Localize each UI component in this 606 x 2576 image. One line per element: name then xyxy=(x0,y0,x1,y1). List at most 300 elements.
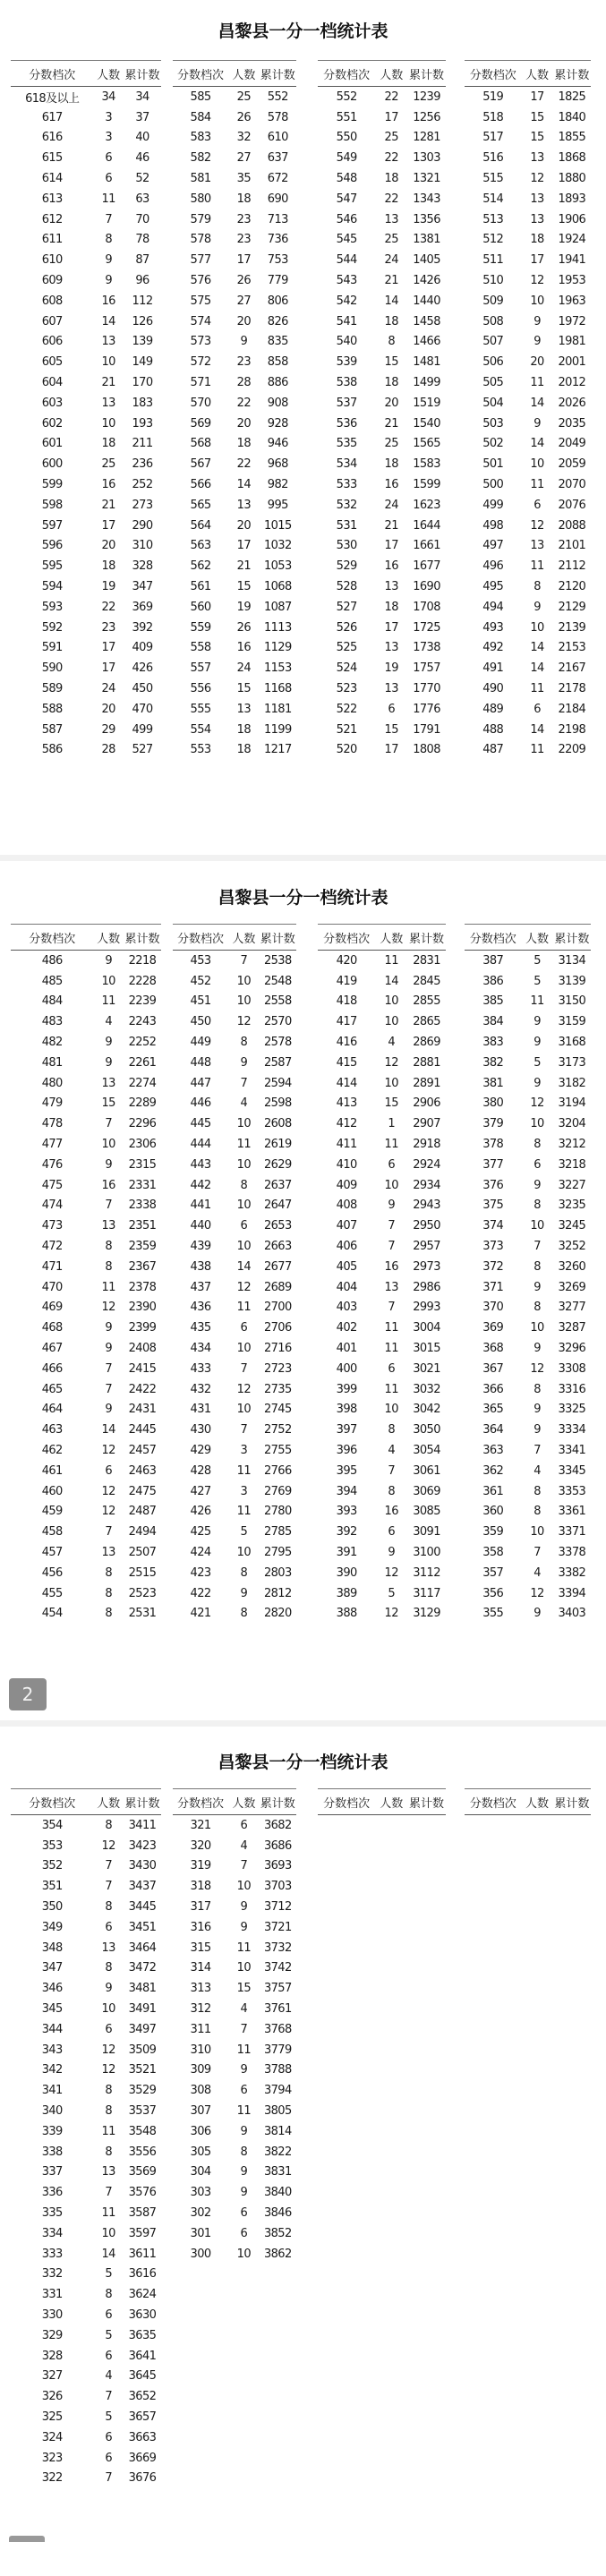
table-row xyxy=(173,678,296,699)
table-row xyxy=(173,2121,296,2142)
table-row xyxy=(11,1277,161,1298)
score-level-cell: 547 xyxy=(336,192,357,206)
cumulative-cell: 3252 xyxy=(558,1240,586,1254)
score-level-cell: 408 xyxy=(336,1198,357,1213)
count-cell: 17 xyxy=(101,641,115,655)
count-cell: 15 xyxy=(101,1096,115,1111)
score-level-cell: 318 xyxy=(190,1880,211,1894)
cumulative-cell: 1690 xyxy=(413,580,440,594)
table-row xyxy=(173,168,296,189)
table-row xyxy=(318,1175,446,1196)
table-row xyxy=(173,1338,296,1359)
table-row xyxy=(11,1155,161,1175)
table-row xyxy=(11,2265,161,2285)
score-level-cell: 433 xyxy=(190,1361,211,1376)
score-level-cell: 346 xyxy=(41,1982,63,1996)
cumulative-cell: 3021 xyxy=(413,1361,440,1376)
table-row xyxy=(11,1481,161,1502)
score-level-cell: 331 xyxy=(41,2288,63,2302)
cumulative-cell: 1440 xyxy=(413,294,440,308)
count-cell: 11 xyxy=(236,2043,252,2057)
cumulative-cell: 193 xyxy=(132,416,153,431)
score-level-cell: 395 xyxy=(336,1463,357,1478)
table-row xyxy=(11,2121,161,2142)
score-level-cell: 556 xyxy=(190,682,211,695)
score-level-cell: 448 xyxy=(190,1055,211,1070)
count-cell: 7 xyxy=(105,1525,113,1540)
table-row xyxy=(173,1053,296,1073)
cumulative-cell: 3345 xyxy=(558,1463,586,1478)
count-cell: 8 xyxy=(105,1900,113,1915)
table-row xyxy=(318,168,446,189)
count-cell: 8 xyxy=(533,1138,541,1152)
score-table xyxy=(173,60,296,760)
header-count: 人数 xyxy=(375,61,407,87)
count-cell: 20 xyxy=(236,416,252,431)
score-level-cell: 612 xyxy=(41,212,63,226)
cumulative-cell: 779 xyxy=(267,274,288,288)
cumulative-cell: 2869 xyxy=(413,1036,440,1050)
table-row xyxy=(11,2427,161,2448)
table-row xyxy=(11,230,161,251)
table-row xyxy=(11,2203,161,2223)
cumulative-cell: 1661 xyxy=(413,539,440,553)
score-level-cell: 462 xyxy=(41,1444,63,1458)
table-header-row xyxy=(318,925,446,951)
cumulative-cell: 2706 xyxy=(263,1321,292,1335)
cumulative-cell: 1893 xyxy=(558,192,586,206)
cumulative-cell: 3641 xyxy=(128,2349,157,2363)
score-level-cell: 434 xyxy=(190,1342,211,1356)
table-row xyxy=(318,434,446,455)
table-row xyxy=(11,1359,161,1379)
count-cell: 12 xyxy=(384,1607,398,1621)
cumulative-cell: 1770 xyxy=(413,682,440,695)
count-cell: 9 xyxy=(533,1607,541,1621)
page-number-badge[interactable]: 2 xyxy=(9,1678,47,1710)
table-row xyxy=(11,1236,161,1257)
count-cell: 11 xyxy=(101,2206,115,2221)
table-row xyxy=(11,1938,161,1958)
count-cell: 13 xyxy=(101,1941,115,1955)
cumulative-cell: 1972 xyxy=(558,314,586,328)
table-row xyxy=(465,250,591,270)
score-level-cell: 533 xyxy=(336,478,357,492)
table-row xyxy=(318,1522,446,1542)
score-level-cell: 424 xyxy=(190,1546,211,1559)
cumulative-cell: 1381 xyxy=(413,233,440,247)
cumulative-cell: 3611 xyxy=(128,2247,157,2261)
score-level-cell: 536 xyxy=(336,416,357,431)
count-cell: 12 xyxy=(530,518,544,533)
table-row xyxy=(11,1440,161,1461)
count-cell: 11 xyxy=(530,994,544,1009)
count-cell: 9 xyxy=(105,1321,113,1335)
count-cell: 12 xyxy=(236,1015,252,1029)
table-row xyxy=(11,209,161,230)
cumulative-cell: 2351 xyxy=(128,1219,157,1233)
header-score-level: 分数档次 xyxy=(318,1789,375,1815)
cumulative-cell: 2769 xyxy=(263,1484,292,1498)
header-score-level: 分数档次 xyxy=(173,925,228,951)
header-score-level: 分数档次 xyxy=(318,925,375,951)
table-row xyxy=(173,2101,296,2121)
header-cumulative: 累计数 xyxy=(553,925,591,951)
table-row xyxy=(173,270,296,291)
cumulative-cell: 3245 xyxy=(558,1219,586,1233)
header-count: 人数 xyxy=(375,1789,407,1815)
cumulative-cell: 3757 xyxy=(263,1982,292,1996)
cumulative-cell: 1113 xyxy=(263,620,292,635)
score-level-cell: 531 xyxy=(336,518,357,533)
score-level-cell: 569 xyxy=(190,416,211,431)
table-row xyxy=(173,1938,296,1958)
count-cell: 18 xyxy=(384,376,398,390)
score-level-cell: 317 xyxy=(190,1900,211,1915)
table-row xyxy=(173,352,296,372)
score-level-cell: 362 xyxy=(482,1463,504,1478)
count-cell: 17 xyxy=(101,518,115,533)
cumulative-cell: 1963 xyxy=(558,294,586,308)
cumulative-cell: 1321 xyxy=(413,172,440,186)
count-cell: 4 xyxy=(105,1015,113,1029)
cumulative-cell: 2918 xyxy=(413,1138,440,1152)
count-cell: 11 xyxy=(236,1463,252,1478)
count-cell: 8 xyxy=(105,2104,113,2119)
table-row xyxy=(11,1094,161,1114)
score-level-cell: 387 xyxy=(482,953,504,968)
count-cell: 11 xyxy=(384,1321,398,1335)
score-level-cell: 403 xyxy=(336,1301,357,1315)
score-level-cell: 322 xyxy=(41,2471,63,2486)
table-row xyxy=(318,536,446,557)
score-level-cell: 375 xyxy=(482,1198,504,1213)
cumulative-cell: 149 xyxy=(132,355,153,370)
table-row xyxy=(173,2060,296,2081)
count-cell: 11 xyxy=(101,192,115,206)
score-level-cell: 376 xyxy=(482,1178,504,1192)
count-cell: 7 xyxy=(105,1859,113,1873)
count-cell: 21 xyxy=(101,376,115,390)
score-level-cell: 435 xyxy=(190,1321,211,1335)
table-row xyxy=(173,2162,296,2183)
score-level-cell: 553 xyxy=(190,743,211,757)
table-row xyxy=(173,1897,296,1917)
score-level-cell: 342 xyxy=(41,2063,63,2077)
cumulative-cell: 2487 xyxy=(128,1505,157,1519)
cumulative-cell: 3371 xyxy=(558,1525,586,1540)
score-level-cell: 456 xyxy=(41,1565,63,1580)
cumulative-cell: 2218 xyxy=(128,953,157,968)
table-row xyxy=(465,1011,591,1032)
score-level-cell: 508 xyxy=(482,314,504,328)
cumulative-cell: 3150 xyxy=(558,994,586,1009)
table-row xyxy=(11,1400,161,1420)
cumulative-cell: 2689 xyxy=(263,1280,292,1294)
count-cell: 7 xyxy=(533,1240,541,1254)
score-level-cell: 593 xyxy=(41,600,63,614)
table-row xyxy=(11,720,161,740)
score-level-cell: 546 xyxy=(336,212,357,226)
score-level-cell: 400 xyxy=(336,1361,357,1376)
table-row xyxy=(318,352,446,372)
count-cell: 7 xyxy=(388,1240,396,1254)
header-cumulative: 累计数 xyxy=(124,1789,161,1815)
table-row xyxy=(465,168,591,189)
count-cell: 18 xyxy=(530,233,544,247)
count-cell: 16 xyxy=(384,478,398,492)
table-row xyxy=(173,1113,296,1134)
table-row xyxy=(173,372,296,393)
table-header-row xyxy=(11,61,161,87)
score-level-cell: 471 xyxy=(41,1259,63,1274)
score-level-cell: 602 xyxy=(41,416,63,431)
count-cell: 13 xyxy=(101,1076,115,1090)
count-cell: 10 xyxy=(236,1117,252,1131)
table-row xyxy=(318,189,446,209)
count-cell: 19 xyxy=(384,661,398,676)
count-cell: 21 xyxy=(384,416,398,431)
cumulative-cell: 2035 xyxy=(558,416,586,431)
score-level-cell: 486 xyxy=(41,953,63,968)
cumulative-cell: 1825 xyxy=(558,90,586,104)
count-cell: 17 xyxy=(384,539,398,553)
header-score-level: 分数档次 xyxy=(11,1789,93,1815)
count-cell: 17 xyxy=(384,620,398,635)
score-level-cell: 350 xyxy=(41,1900,63,1915)
count-cell: 10 xyxy=(384,1178,398,1192)
score-table xyxy=(318,60,446,760)
cumulative-cell: 347 xyxy=(132,580,153,594)
count-cell: 11 xyxy=(236,1138,252,1152)
table-row xyxy=(465,720,591,740)
table-row xyxy=(11,516,161,536)
cumulative-cell: 3227 xyxy=(558,1178,586,1192)
cumulative-cell: 1199 xyxy=(263,722,292,737)
table-row xyxy=(173,2019,296,2040)
count-cell: 11 xyxy=(236,1505,252,1519)
cumulative-cell: 3054 xyxy=(413,1444,440,1458)
cumulative-cell: 713 xyxy=(267,212,288,226)
table-row xyxy=(465,699,591,720)
table-row xyxy=(173,2223,296,2244)
count-cell: 18 xyxy=(384,457,398,472)
count-cell: 8 xyxy=(533,1301,541,1315)
cumulative-cell: 1519 xyxy=(413,396,440,410)
cumulative-cell: 2820 xyxy=(263,1607,292,1621)
score-level-cell: 527 xyxy=(336,600,357,614)
score-level-cell: 578 xyxy=(190,233,211,247)
cumulative-cell: 982 xyxy=(267,478,288,492)
score-level-cell: 574 xyxy=(190,314,211,328)
score-level-cell: 525 xyxy=(336,641,357,655)
count-cell: 9 xyxy=(105,1157,113,1172)
cumulative-cell: 328 xyxy=(132,559,153,574)
score-level-cell: 345 xyxy=(41,2002,63,2017)
cumulative-cell: 2026 xyxy=(558,396,586,410)
cumulative-cell: 1868 xyxy=(558,151,586,166)
score-level-cell: 364 xyxy=(482,1423,504,1437)
table-row xyxy=(465,658,591,678)
cumulative-cell: 3521 xyxy=(128,2063,157,2077)
table-row xyxy=(173,1277,296,1298)
cumulative-cell: 2598 xyxy=(263,1096,292,1111)
count-cell: 1 xyxy=(388,1117,396,1131)
score-table xyxy=(465,60,591,760)
count-cell: 22 xyxy=(101,600,115,614)
count-cell: 11 xyxy=(530,682,544,695)
score-level-cell: 439 xyxy=(190,1240,211,1254)
count-cell: 16 xyxy=(101,294,115,308)
table-row xyxy=(465,434,591,455)
score-level-cell: 372 xyxy=(482,1259,504,1274)
cumulative-cell: 2198 xyxy=(558,722,586,737)
count-cell: 10 xyxy=(384,1403,398,1417)
header-cumulative: 累计数 xyxy=(260,925,296,951)
count-cell: 4 xyxy=(240,2002,248,2017)
score-level-cell: 564 xyxy=(190,518,211,533)
score-level-cell: 511 xyxy=(482,253,504,268)
cumulative-cell: 3624 xyxy=(128,2288,157,2302)
table-row xyxy=(11,2469,161,2489)
cumulative-cell: 3129 xyxy=(413,1607,440,1621)
table-row xyxy=(465,1053,591,1073)
count-cell: 9 xyxy=(240,2165,248,2179)
cumulative-cell: 3779 xyxy=(263,2043,292,2057)
count-cell: 13 xyxy=(530,212,544,226)
count-cell: 12 xyxy=(101,2063,115,2077)
cumulative-cell: 1677 xyxy=(413,559,440,574)
cumulative-cell: 1776 xyxy=(413,702,440,716)
score-level-cell: 509 xyxy=(482,294,504,308)
cumulative-cell: 736 xyxy=(267,233,288,247)
cumulative-cell: 3676 xyxy=(128,2471,157,2486)
score-table xyxy=(173,924,296,1624)
header-score-level: 分数档次 xyxy=(465,925,521,951)
table-row xyxy=(11,291,161,311)
score-level-cell: 459 xyxy=(41,1505,63,1519)
count-cell: 16 xyxy=(384,559,398,574)
table-row xyxy=(318,209,446,230)
count-cell: 8 xyxy=(240,1565,248,1580)
score-level-cell: 427 xyxy=(190,1484,211,1498)
cumulative-cell: 3004 xyxy=(413,1321,440,1335)
score-level-cell: 428 xyxy=(190,1463,211,1478)
table-row xyxy=(318,516,446,536)
cumulative-cell: 3277 xyxy=(558,1301,586,1315)
cumulative-cell: 450 xyxy=(132,682,153,695)
cumulative-cell: 3852 xyxy=(263,2226,292,2240)
score-level-cell: 604 xyxy=(41,376,63,390)
count-cell: 15 xyxy=(236,1982,252,1996)
score-level-cell: 618及以上 xyxy=(25,91,80,106)
score-level-cell: 385 xyxy=(482,994,504,1009)
cumulative-cell: 426 xyxy=(132,661,153,676)
cumulative-cell: 2306 xyxy=(128,1138,157,1152)
table-row xyxy=(173,1094,296,1114)
score-level-cell: 558 xyxy=(190,641,211,655)
count-cell: 7 xyxy=(240,1423,248,1437)
count-cell: 22 xyxy=(384,151,398,166)
score-level-cell: 584 xyxy=(190,110,211,124)
count-cell: 12 xyxy=(101,1444,115,1458)
score-level-cell: 497 xyxy=(482,539,504,553)
score-level-cell: 446 xyxy=(190,1096,211,1111)
table-row xyxy=(11,414,161,434)
score-table xyxy=(465,924,591,1624)
count-cell: 9 xyxy=(240,2063,248,2077)
count-cell: 10 xyxy=(530,620,544,635)
score-level-cell: 512 xyxy=(482,233,504,247)
score-level-cell: 406 xyxy=(336,1240,357,1254)
cumulative-cell: 3794 xyxy=(263,2084,292,2098)
table-row xyxy=(318,311,446,332)
score-level-cell: 482 xyxy=(41,1036,63,1050)
score-level-cell: 407 xyxy=(336,1219,357,1233)
table-row xyxy=(173,536,296,557)
table-row xyxy=(11,311,161,332)
score-level-cell: 464 xyxy=(41,1403,63,1417)
table-row xyxy=(173,1379,296,1400)
count-cell: 7 xyxy=(240,1076,248,1090)
score-level-cell: 571 xyxy=(190,376,211,390)
cumulative-cell: 2795 xyxy=(263,1546,292,1559)
table-row xyxy=(465,516,591,536)
count-cell: 10 xyxy=(530,1219,544,1233)
count-cell: 9 xyxy=(105,953,113,968)
count-cell: 6 xyxy=(533,1157,541,1172)
table-row xyxy=(318,1134,446,1155)
table-row xyxy=(318,951,446,971)
table-row xyxy=(173,1359,296,1379)
next-page-badge[interactable] xyxy=(9,2536,45,2542)
cumulative-cell: 1343 xyxy=(413,192,440,206)
cumulative-cell: 2445 xyxy=(128,1423,157,1437)
table-row xyxy=(11,87,161,107)
table-row xyxy=(173,414,296,434)
cumulative-cell: 392 xyxy=(132,620,153,635)
cumulative-cell: 1217 xyxy=(263,743,292,757)
table-row xyxy=(11,1542,161,1563)
count-cell: 6 xyxy=(533,702,541,716)
cumulative-cell: 2845 xyxy=(413,974,440,988)
score-level-cell: 431 xyxy=(190,1403,211,1417)
score-level-cell: 410 xyxy=(336,1157,357,1172)
count-cell: 7 xyxy=(388,1463,396,1478)
score-level-cell: 397 xyxy=(336,1423,357,1437)
score-level-cell: 378 xyxy=(482,1138,504,1152)
cumulative-cell: 858 xyxy=(267,355,288,370)
table-row xyxy=(465,209,591,230)
table-row xyxy=(465,1134,591,1155)
score-level-cell: 442 xyxy=(190,1178,211,1192)
cumulative-cell: 2538 xyxy=(263,953,292,968)
count-cell: 4 xyxy=(105,2369,113,2384)
table-header-row xyxy=(465,925,591,951)
count-cell: 9 xyxy=(240,1920,248,1934)
table-row xyxy=(173,1836,296,1856)
cumulative-cell: 2338 xyxy=(128,1198,157,1213)
score-table-column-group xyxy=(11,60,161,760)
cumulative-cell: 1953 xyxy=(558,274,586,288)
table-row xyxy=(11,971,161,992)
cumulative-cell: 3139 xyxy=(558,974,586,988)
cumulative-cell: 835 xyxy=(267,335,288,349)
score-level-cell: 426 xyxy=(190,1505,211,1519)
cumulative-cell: 968 xyxy=(267,457,288,472)
score-level-cell: 515 xyxy=(482,172,504,186)
count-cell: 14 xyxy=(530,396,544,410)
